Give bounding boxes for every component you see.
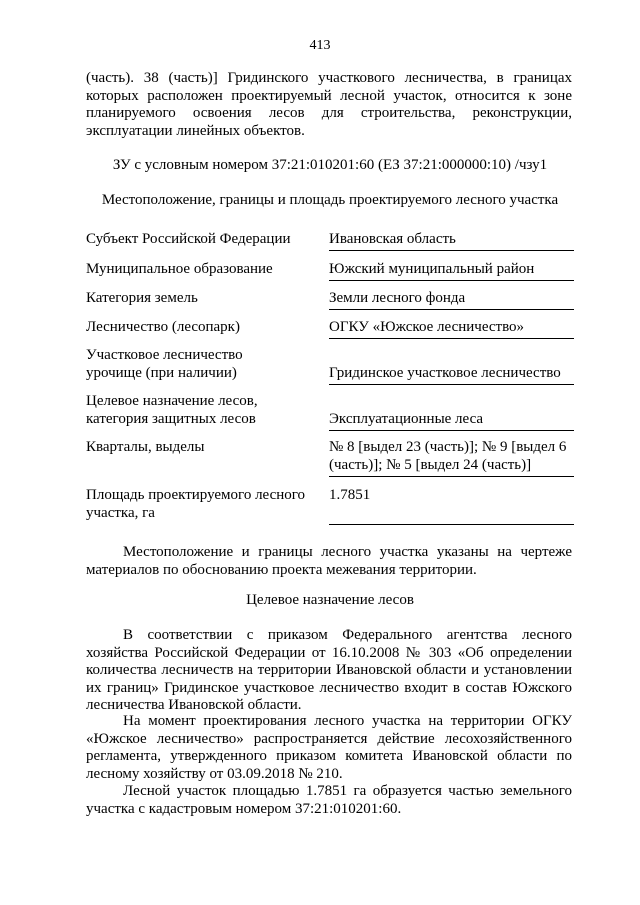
- purpose-paragraph: Лесной участок площадью 1.7851 га образуется частью земельного участка с кадастровым номером 37:21:010201:60.: [86, 783, 572, 817]
- page-number: 413: [309, 38, 331, 53]
- row-value: Гридинское участковое лесничество: [329, 365, 561, 381]
- row-value: Ивановская область: [329, 231, 456, 247]
- value-underline: [329, 250, 574, 251]
- value-underline: [329, 430, 574, 431]
- row-label: Участковое лесничество урочище (при наличии): [86, 347, 243, 381]
- intro-paragraph: (часть). 38 (часть)] Гридинского участкового лесничества, в границах которых расположен проектируемый лесной участок, относится к зоне планируемого освоения лесов для строительства, реконструкции, эксплуатации линейных объектов.: [86, 70, 572, 139]
- location-note: Местоположение и границы лесного участка указаны на чертеже материалов по обоснованию проекта межевания территории.: [86, 544, 572, 578]
- location-heading: Местоположение, границы и площадь проектируемого лесного участка: [101, 192, 559, 208]
- row-label: Субъект Российской Федерации: [86, 231, 291, 247]
- row-label: Муниципальное образование: [86, 261, 273, 277]
- purpose-paragraph: На момент проектирования лесного участка на территории ОГКУ «Южское лесничество» распространяется действие лесохозяйственного регламента, утвержденного приказом комитета Ивановской области по лесному хозяйству от 03.09.2018 № 210.: [86, 713, 572, 782]
- row-label: Лесничество (лесопарк): [86, 319, 240, 335]
- row-value: Земли лесного фонда: [329, 290, 466, 306]
- purpose-heading: Целевое назначение лесов: [246, 592, 414, 608]
- row-label: Кварталы, выделы: [86, 439, 205, 455]
- purpose-paragraph: В соответствии с приказом Федерального агентства лесного хозяйства Российской Федерации от 16.10.2008 № 303 «Об определении количества лесничеств на территории Ивановской области и установлении их границ» Гридинское участковое лесничество входит в состав Южского лесничества Ивановской области.: [86, 627, 572, 714]
- row-value: № 8 [выдел 23 (часть)]; № 9 [выдел 6 (часть)]; № 5 [выдел 24 (часть)]: [329, 439, 567, 473]
- value-underline: [329, 338, 574, 339]
- row-value: ОГКУ «Южское лесничество»: [329, 319, 525, 335]
- value-underline: [329, 384, 574, 385]
- row-label: Категория земель: [86, 290, 198, 306]
- row-value: Эксплуатационные леса: [329, 411, 484, 427]
- value-underline: [329, 476, 574, 477]
- row-value: 1.7851: [329, 487, 371, 503]
- value-underline: [329, 280, 574, 281]
- value-underline: [329, 524, 574, 525]
- value-underline: [329, 309, 574, 310]
- row-label: Площадь проектируемого лесного участка, га: [86, 487, 306, 521]
- row-label: Целевое назначение лесов, категория защитных лесов: [86, 393, 258, 427]
- row-value: Южский муниципальный район: [329, 261, 535, 277]
- plot-heading: ЗУ с условным номером 37:21:010201:60 (ЕЗ 37:21:000000:10) /чзу1: [112, 157, 548, 173]
